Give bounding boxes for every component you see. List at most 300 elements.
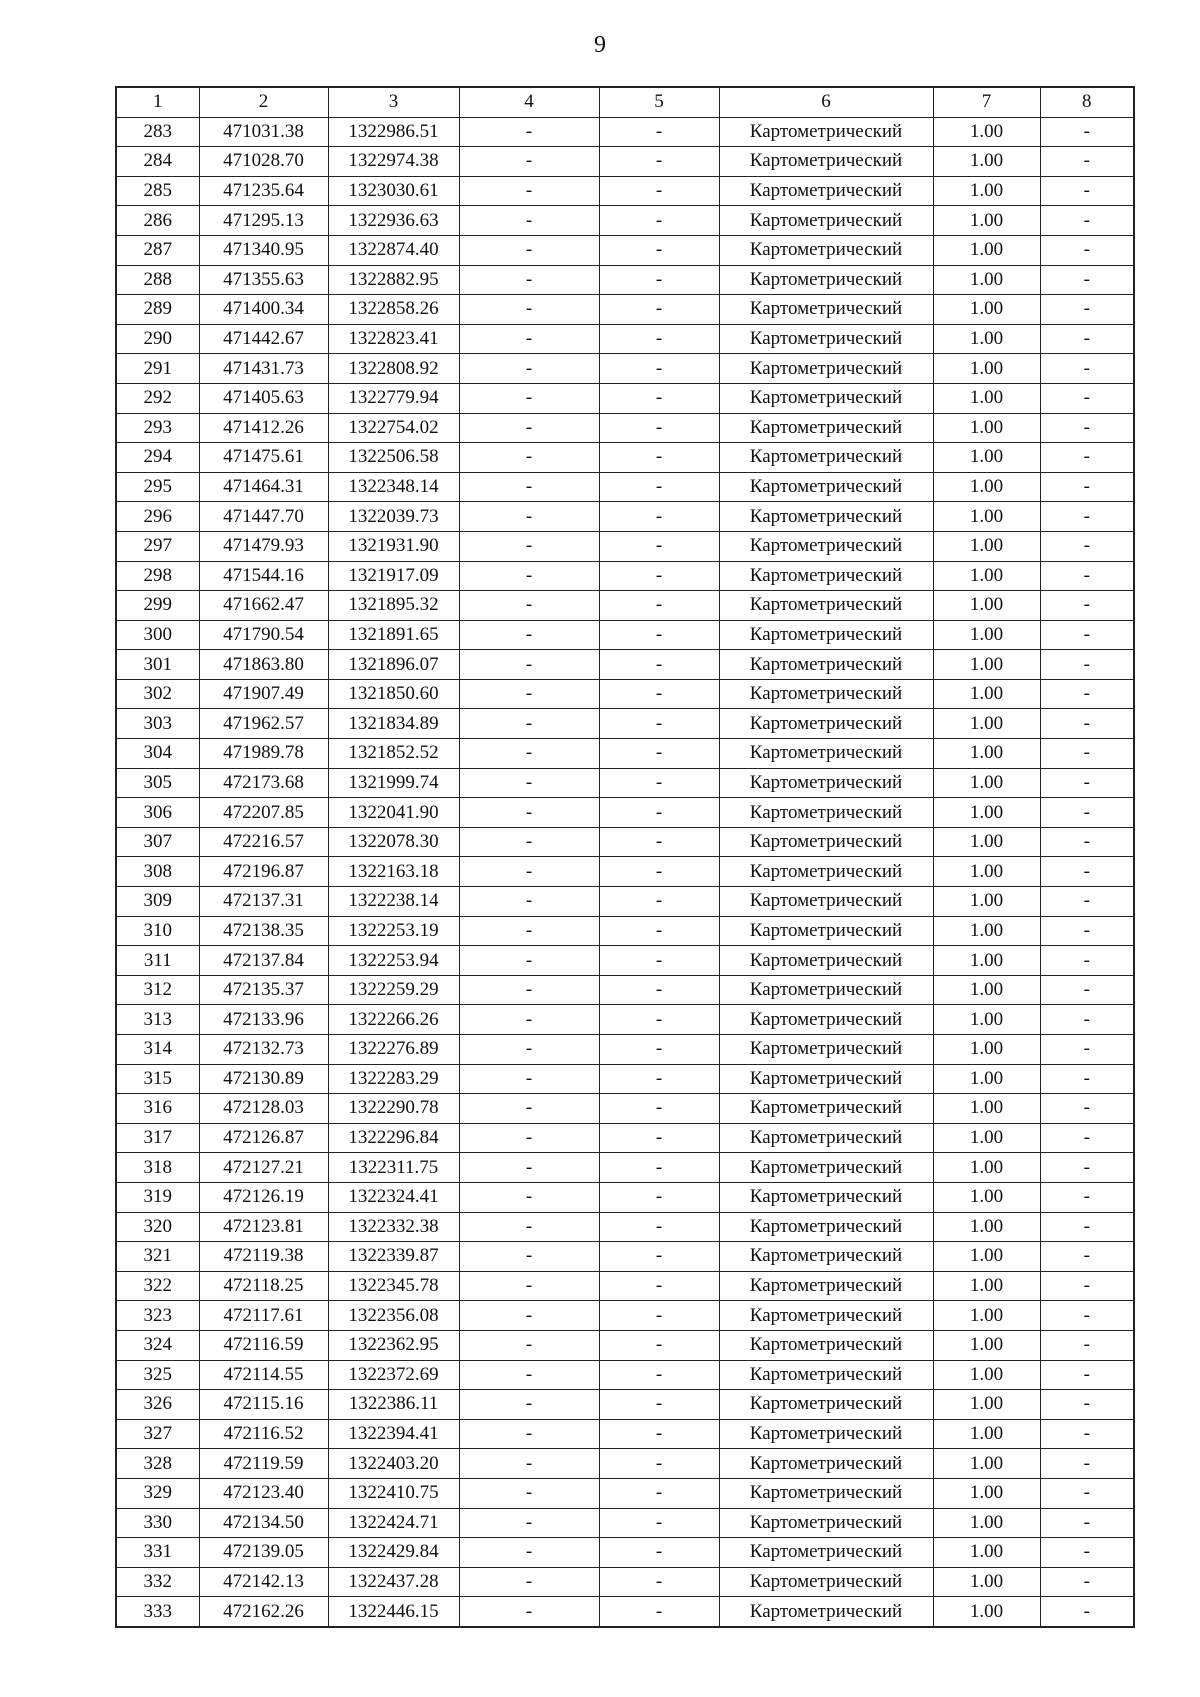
col4-cell: - <box>459 1182 599 1212</box>
y-coordinate-cell: 1322253.19 <box>328 916 459 946</box>
table-row <box>116 1538 1134 1568</box>
point-number-cell: 318 <box>116 1153 199 1183</box>
col4-cell: - <box>459 1330 599 1360</box>
point-number-cell: 283 <box>116 117 199 147</box>
col4-cell: - <box>459 1271 599 1301</box>
col8-cell: - <box>1040 946 1134 976</box>
col8-cell: - <box>1040 1360 1134 1390</box>
col5-cell: - <box>599 295 719 325</box>
table-header-row <box>116 87 1134 117</box>
x-coordinate-cell: 471464.31 <box>199 472 328 502</box>
y-coordinate-cell: 1322078.30 <box>328 827 459 857</box>
point-number-cell: 284 <box>116 147 199 177</box>
table-row <box>116 827 1134 857</box>
y-coordinate-cell: 1322345.78 <box>328 1271 459 1301</box>
col5-cell: - <box>599 739 719 769</box>
y-coordinate-cell: 1322296.84 <box>328 1123 459 1153</box>
accuracy-cell: 1.00 <box>933 117 1040 147</box>
x-coordinate-cell: 472119.59 <box>199 1449 328 1479</box>
method-cell: Картометрический <box>719 235 933 265</box>
accuracy-cell: 1.00 <box>933 1271 1040 1301</box>
col8-cell: - <box>1040 679 1134 709</box>
accuracy-cell: 1.00 <box>933 916 1040 946</box>
col4-cell: - <box>459 383 599 413</box>
col8-cell: - <box>1040 1390 1134 1420</box>
table-row <box>116 1271 1134 1301</box>
accuracy-cell: 1.00 <box>933 1212 1040 1242</box>
accuracy-cell: 1.00 <box>933 1597 1040 1627</box>
y-coordinate-cell: 1321931.90 <box>328 531 459 561</box>
accuracy-cell: 1.00 <box>933 324 1040 354</box>
method-cell: Картометрический <box>719 916 933 946</box>
col8-cell: - <box>1040 1449 1134 1479</box>
x-coordinate-cell: 472117.61 <box>199 1301 328 1331</box>
y-coordinate-cell: 1322362.95 <box>328 1330 459 1360</box>
col4-cell: - <box>459 1419 599 1449</box>
table-row <box>116 1508 1134 1538</box>
col4-cell: - <box>459 1478 599 1508</box>
y-coordinate-cell: 1322339.87 <box>328 1242 459 1272</box>
col8-cell: - <box>1040 739 1134 769</box>
col8-cell: - <box>1040 1330 1134 1360</box>
point-number-cell: 299 <box>116 591 199 621</box>
column-header: 3 <box>328 87 459 117</box>
point-number-cell: 330 <box>116 1508 199 1538</box>
table-row <box>116 502 1134 532</box>
x-coordinate-cell: 472132.73 <box>199 1035 328 1065</box>
x-coordinate-cell: 472142.13 <box>199 1567 328 1597</box>
col4-cell: - <box>459 591 599 621</box>
point-number-cell: 317 <box>116 1123 199 1153</box>
col5-cell: - <box>599 857 719 887</box>
col4-cell: - <box>459 117 599 147</box>
col4-cell: - <box>459 1064 599 1094</box>
col4-cell: - <box>459 1508 599 1538</box>
x-coordinate-cell: 471447.70 <box>199 502 328 532</box>
col8-cell: - <box>1040 650 1134 680</box>
x-coordinate-cell: 471989.78 <box>199 739 328 769</box>
y-coordinate-cell: 1321850.60 <box>328 679 459 709</box>
accuracy-cell: 1.00 <box>933 1094 1040 1124</box>
y-coordinate-cell: 1322429.84 <box>328 1538 459 1568</box>
col4-cell: - <box>459 1005 599 1035</box>
x-coordinate-cell: 472207.85 <box>199 798 328 828</box>
col4-cell: - <box>459 1123 599 1153</box>
col4-cell: - <box>459 1035 599 1065</box>
y-coordinate-cell: 1322356.08 <box>328 1301 459 1331</box>
col8-cell: - <box>1040 1035 1134 1065</box>
y-coordinate-cell: 1322324.41 <box>328 1182 459 1212</box>
col8-cell: - <box>1040 206 1134 236</box>
col8-cell: - <box>1040 1242 1134 1272</box>
accuracy-cell: 1.00 <box>933 1301 1040 1331</box>
col5-cell: - <box>599 679 719 709</box>
col8-cell: - <box>1040 857 1134 887</box>
y-coordinate-cell: 1322410.75 <box>328 1478 459 1508</box>
col5-cell: - <box>599 1242 719 1272</box>
table-row <box>116 1242 1134 1272</box>
accuracy-cell: 1.00 <box>933 857 1040 887</box>
col4-cell: - <box>459 709 599 739</box>
accuracy-cell: 1.00 <box>933 739 1040 769</box>
accuracy-cell: 1.00 <box>933 502 1040 532</box>
point-number-cell: 292 <box>116 383 199 413</box>
y-coordinate-cell: 1322874.40 <box>328 235 459 265</box>
method-cell: Картометрический <box>719 1538 933 1568</box>
y-coordinate-cell: 1322986.51 <box>328 117 459 147</box>
col8-cell: - <box>1040 176 1134 206</box>
method-cell: Картометрический <box>719 1508 933 1538</box>
method-cell: Картометрический <box>719 531 933 561</box>
x-coordinate-cell: 472139.05 <box>199 1538 328 1568</box>
table-row <box>116 1094 1134 1124</box>
col5-cell: - <box>599 265 719 295</box>
method-cell: Картометрический <box>719 1064 933 1094</box>
col5-cell: - <box>599 413 719 443</box>
point-number-cell: 290 <box>116 324 199 354</box>
accuracy-cell: 1.00 <box>933 472 1040 502</box>
y-coordinate-cell: 1322394.41 <box>328 1419 459 1449</box>
col5-cell: - <box>599 768 719 798</box>
method-cell: Картометрический <box>719 768 933 798</box>
x-coordinate-cell: 472119.38 <box>199 1242 328 1272</box>
col5-cell: - <box>599 1123 719 1153</box>
x-coordinate-cell: 472126.87 <box>199 1123 328 1153</box>
col4-cell: - <box>459 1301 599 1331</box>
point-number-cell: 312 <box>116 975 199 1005</box>
table-row <box>116 265 1134 295</box>
y-coordinate-cell: 1322403.20 <box>328 1449 459 1479</box>
y-coordinate-cell: 1323030.61 <box>328 176 459 206</box>
x-coordinate-cell: 472128.03 <box>199 1094 328 1124</box>
method-cell: Картометрический <box>719 946 933 976</box>
point-number-cell: 295 <box>116 472 199 502</box>
method-cell: Картометрический <box>719 591 933 621</box>
method-cell: Картометрический <box>719 620 933 650</box>
col4-cell: - <box>459 739 599 769</box>
col4-cell: - <box>459 502 599 532</box>
table-row <box>116 709 1134 739</box>
method-cell: Картометрический <box>719 887 933 917</box>
col4-cell: - <box>459 1567 599 1597</box>
col8-cell: - <box>1040 295 1134 325</box>
accuracy-cell: 1.00 <box>933 235 1040 265</box>
col5-cell: - <box>599 1271 719 1301</box>
method-cell: Картометрический <box>719 1271 933 1301</box>
method-cell: Картометрический <box>719 1123 933 1153</box>
method-cell: Картометрический <box>719 383 933 413</box>
col4-cell: - <box>459 354 599 384</box>
col5-cell: - <box>599 561 719 591</box>
point-number-cell: 310 <box>116 916 199 946</box>
table-row <box>116 916 1134 946</box>
col4-cell: - <box>459 561 599 591</box>
col8-cell: - <box>1040 502 1134 532</box>
col4-cell: - <box>459 768 599 798</box>
method-cell: Картометрический <box>719 147 933 177</box>
col5-cell: - <box>599 946 719 976</box>
col5-cell: - <box>599 975 719 1005</box>
x-coordinate-cell: 471475.61 <box>199 443 328 473</box>
method-cell: Картометрический <box>719 709 933 739</box>
col5-cell: - <box>599 502 719 532</box>
accuracy-cell: 1.00 <box>933 679 1040 709</box>
col4-cell: - <box>459 916 599 946</box>
point-number-cell: 319 <box>116 1182 199 1212</box>
col4-cell: - <box>459 176 599 206</box>
column-header: 1 <box>116 87 199 117</box>
x-coordinate-cell: 472118.25 <box>199 1271 328 1301</box>
table-row <box>116 1360 1134 1390</box>
method-cell: Картометрический <box>719 1212 933 1242</box>
x-coordinate-cell: 472123.40 <box>199 1478 328 1508</box>
y-coordinate-cell: 1322437.28 <box>328 1567 459 1597</box>
table-row <box>116 383 1134 413</box>
x-coordinate-cell: 471400.34 <box>199 295 328 325</box>
x-coordinate-cell: 472130.89 <box>199 1064 328 1094</box>
col4-cell: - <box>459 650 599 680</box>
point-number-cell: 311 <box>116 946 199 976</box>
y-coordinate-cell: 1321891.65 <box>328 620 459 650</box>
accuracy-cell: 1.00 <box>933 591 1040 621</box>
y-coordinate-cell: 1322446.15 <box>328 1597 459 1627</box>
method-cell: Картометрический <box>719 1301 933 1331</box>
x-coordinate-cell: 471662.47 <box>199 591 328 621</box>
method-cell: Картометрический <box>719 798 933 828</box>
page-number: 9 <box>594 32 606 58</box>
col4-cell: - <box>459 1449 599 1479</box>
table-row <box>116 798 1134 828</box>
column-header: 4 <box>459 87 599 117</box>
x-coordinate-cell: 471340.95 <box>199 235 328 265</box>
col5-cell: - <box>599 1035 719 1065</box>
x-coordinate-cell: 471907.49 <box>199 679 328 709</box>
y-coordinate-cell: 1321852.52 <box>328 739 459 769</box>
table-row <box>116 354 1134 384</box>
x-coordinate-cell: 471431.73 <box>199 354 328 384</box>
point-number-cell: 307 <box>116 827 199 857</box>
col5-cell: - <box>599 1212 719 1242</box>
col8-cell: - <box>1040 1597 1134 1627</box>
y-coordinate-cell: 1322386.11 <box>328 1390 459 1420</box>
y-coordinate-cell: 1322290.78 <box>328 1094 459 1124</box>
method-cell: Картометрический <box>719 650 933 680</box>
method-cell: Картометрический <box>719 117 933 147</box>
accuracy-cell: 1.00 <box>933 620 1040 650</box>
col5-cell: - <box>599 591 719 621</box>
col8-cell: - <box>1040 1182 1134 1212</box>
table-row <box>116 739 1134 769</box>
point-number-cell: 306 <box>116 798 199 828</box>
method-cell: Картометрический <box>719 1478 933 1508</box>
accuracy-cell: 1.00 <box>933 1419 1040 1449</box>
x-coordinate-cell: 472196.87 <box>199 857 328 887</box>
accuracy-cell: 1.00 <box>933 650 1040 680</box>
point-number-cell: 333 <box>116 1597 199 1627</box>
x-coordinate-cell: 472216.57 <box>199 827 328 857</box>
y-coordinate-cell: 1322506.58 <box>328 443 459 473</box>
point-number-cell: 293 <box>116 413 199 443</box>
table-row <box>116 324 1134 354</box>
col5-cell: - <box>599 1449 719 1479</box>
col4-cell: - <box>459 679 599 709</box>
point-number-cell: 325 <box>116 1360 199 1390</box>
table-row <box>116 1449 1134 1479</box>
col8-cell: - <box>1040 1419 1134 1449</box>
col8-cell: - <box>1040 1478 1134 1508</box>
col5-cell: - <box>599 443 719 473</box>
col8-cell: - <box>1040 443 1134 473</box>
col4-cell: - <box>459 1094 599 1124</box>
col5-cell: - <box>599 1478 719 1508</box>
y-coordinate-cell: 1322424.71 <box>328 1508 459 1538</box>
table-row <box>116 857 1134 887</box>
table-row <box>116 1064 1134 1094</box>
x-coordinate-cell: 471405.63 <box>199 383 328 413</box>
accuracy-cell: 1.00 <box>933 1330 1040 1360</box>
col4-cell: - <box>459 235 599 265</box>
method-cell: Картометрический <box>719 443 933 473</box>
y-coordinate-cell: 1322808.92 <box>328 354 459 384</box>
table-row <box>116 591 1134 621</box>
point-number-cell: 304 <box>116 739 199 769</box>
col8-cell: - <box>1040 768 1134 798</box>
col4-cell: - <box>459 946 599 976</box>
table-row <box>116 1478 1134 1508</box>
table-row <box>116 768 1134 798</box>
point-number-cell: 288 <box>116 265 199 295</box>
col4-cell: - <box>459 975 599 1005</box>
table-row <box>116 295 1134 325</box>
point-number-cell: 314 <box>116 1035 199 1065</box>
point-number-cell: 332 <box>116 1567 199 1597</box>
method-cell: Картометрический <box>719 561 933 591</box>
table-row <box>116 561 1134 591</box>
col8-cell: - <box>1040 827 1134 857</box>
x-coordinate-cell: 471355.63 <box>199 265 328 295</box>
point-number-cell: 320 <box>116 1212 199 1242</box>
col5-cell: - <box>599 1538 719 1568</box>
col5-cell: - <box>599 827 719 857</box>
method-cell: Картометрический <box>719 1094 933 1124</box>
accuracy-cell: 1.00 <box>933 975 1040 1005</box>
method-cell: Картометрический <box>719 1330 933 1360</box>
col8-cell: - <box>1040 531 1134 561</box>
accuracy-cell: 1.00 <box>933 443 1040 473</box>
x-coordinate-cell: 471028.70 <box>199 147 328 177</box>
col8-cell: - <box>1040 591 1134 621</box>
x-coordinate-cell: 472134.50 <box>199 1508 328 1538</box>
col8-cell: - <box>1040 1567 1134 1597</box>
method-cell: Картометрический <box>719 295 933 325</box>
x-coordinate-cell: 471479.93 <box>199 531 328 561</box>
method-cell: Картометрический <box>719 265 933 295</box>
col4-cell: - <box>459 295 599 325</box>
x-coordinate-cell: 472115.16 <box>199 1390 328 1420</box>
col5-cell: - <box>599 1064 719 1094</box>
accuracy-cell: 1.00 <box>933 1123 1040 1153</box>
x-coordinate-cell: 472133.96 <box>199 1005 328 1035</box>
col8-cell: - <box>1040 354 1134 384</box>
method-cell: Картометрический <box>719 679 933 709</box>
col5-cell: - <box>599 117 719 147</box>
col8-cell: - <box>1040 413 1134 443</box>
col8-cell: - <box>1040 1212 1134 1242</box>
col8-cell: - <box>1040 235 1134 265</box>
point-number-cell: 303 <box>116 709 199 739</box>
col4-cell: - <box>459 1360 599 1390</box>
col8-cell: - <box>1040 620 1134 650</box>
point-number-cell: 326 <box>116 1390 199 1420</box>
x-coordinate-cell: 472126.19 <box>199 1182 328 1212</box>
method-cell: Картометрический <box>719 1390 933 1420</box>
col8-cell: - <box>1040 798 1134 828</box>
col8-cell: - <box>1040 1123 1134 1153</box>
accuracy-cell: 1.00 <box>933 798 1040 828</box>
col5-cell: - <box>599 176 719 206</box>
point-number-cell: 315 <box>116 1064 199 1094</box>
col4-cell: - <box>459 443 599 473</box>
point-number-cell: 331 <box>116 1538 199 1568</box>
col4-cell: - <box>459 1242 599 1272</box>
col5-cell: - <box>599 916 719 946</box>
col5-cell: - <box>599 147 719 177</box>
col8-cell: - <box>1040 1094 1134 1124</box>
y-coordinate-cell: 1322283.29 <box>328 1064 459 1094</box>
y-coordinate-cell: 1322266.26 <box>328 1005 459 1035</box>
y-coordinate-cell: 1322823.41 <box>328 324 459 354</box>
y-coordinate-cell: 1321917.09 <box>328 561 459 591</box>
x-coordinate-cell: 472123.81 <box>199 1212 328 1242</box>
point-number-cell: 322 <box>116 1271 199 1301</box>
y-coordinate-cell: 1322754.02 <box>328 413 459 443</box>
table-row <box>116 176 1134 206</box>
column-header: 8 <box>1040 87 1134 117</box>
accuracy-cell: 1.00 <box>933 147 1040 177</box>
col8-cell: - <box>1040 147 1134 177</box>
col4-cell: - <box>459 265 599 295</box>
col5-cell: - <box>599 887 719 917</box>
accuracy-cell: 1.00 <box>933 383 1040 413</box>
x-coordinate-cell: 472116.52 <box>199 1419 328 1449</box>
accuracy-cell: 1.00 <box>933 1508 1040 1538</box>
col5-cell: - <box>599 709 719 739</box>
y-coordinate-cell: 1321895.32 <box>328 591 459 621</box>
col8-cell: - <box>1040 1153 1134 1183</box>
col8-cell: - <box>1040 265 1134 295</box>
point-number-cell: 308 <box>116 857 199 887</box>
col5-cell: - <box>599 1005 719 1035</box>
y-coordinate-cell: 1322858.26 <box>328 295 459 325</box>
accuracy-cell: 1.00 <box>933 413 1040 443</box>
col5-cell: - <box>599 650 719 680</box>
table-row <box>116 1301 1134 1331</box>
col8-cell: - <box>1040 1508 1134 1538</box>
col4-cell: - <box>459 147 599 177</box>
accuracy-cell: 1.00 <box>933 1242 1040 1272</box>
column-header: 5 <box>599 87 719 117</box>
method-cell: Картометрический <box>719 1242 933 1272</box>
col4-cell: - <box>459 324 599 354</box>
col5-cell: - <box>599 1153 719 1183</box>
col8-cell: - <box>1040 887 1134 917</box>
col8-cell: - <box>1040 1301 1134 1331</box>
col5-cell: - <box>599 1390 719 1420</box>
col5-cell: - <box>599 531 719 561</box>
point-number-cell: 285 <box>116 176 199 206</box>
method-cell: Картометрический <box>719 1035 933 1065</box>
x-coordinate-cell: 472137.31 <box>199 887 328 917</box>
